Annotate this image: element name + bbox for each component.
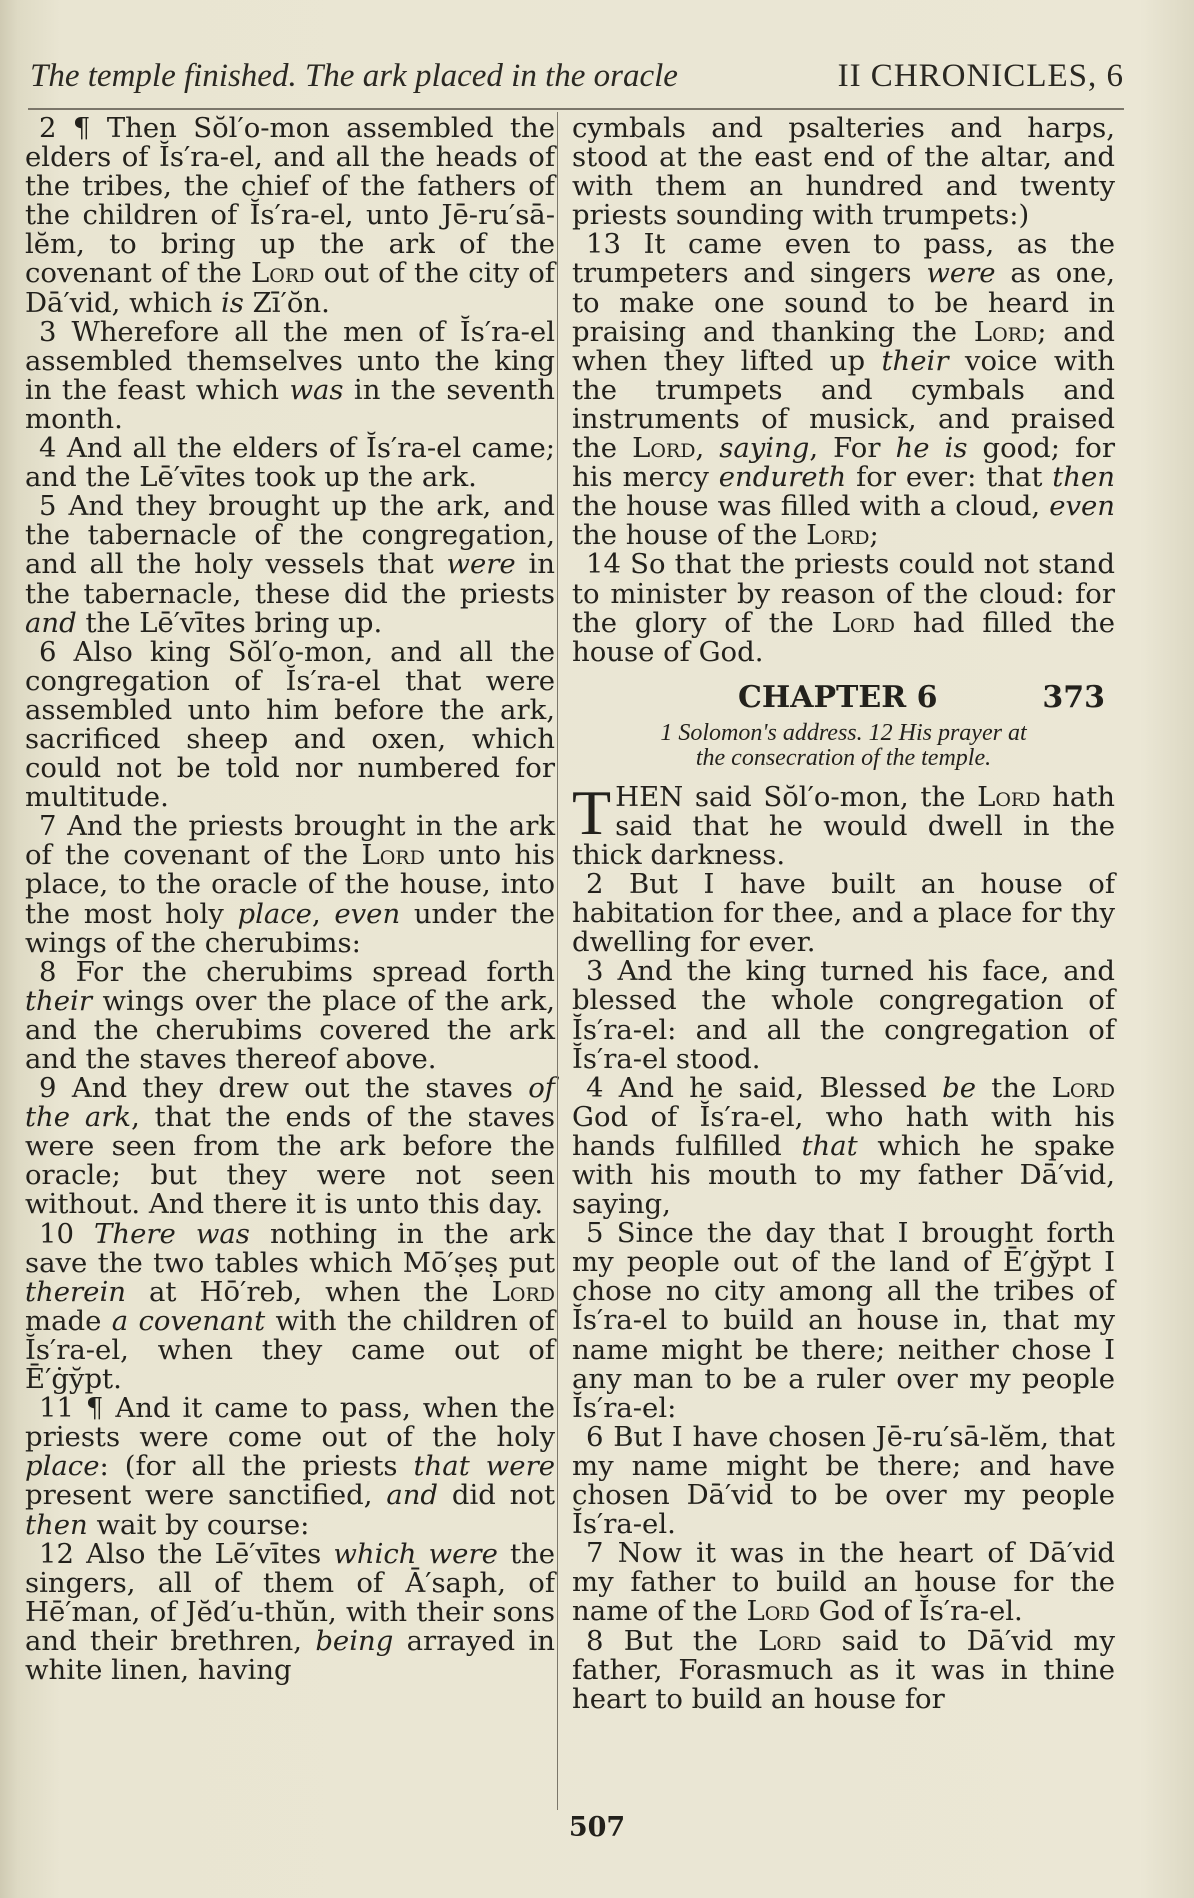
verse: 7 And the priests brought in the ark of the covenant of the Lord unto his place, to the oracle of the house, into the most holy place, even under the wings of the cherubims: bbox=[25, 810, 556, 959]
verse: 8 For the cherubims spread forth their wings over the place of the ark, and the cherubims covered the ark and the staves thereof above. bbox=[25, 955, 555, 1075]
verse: 3 Wherefore all the men of Ĭs′ra-el assembled themselves unto the king in the feast which was in the seventh month. bbox=[25, 315, 555, 435]
verse: 10 There was nothing in the ark save the two tables which Mō′ṣeṣ put therein at Hō′reb, when the Lord made a covenant with the children of Ĭs′ra-el, when they came out of Ē′ġy̆pt. bbox=[25, 1217, 555, 1396]
verse: 6 Also king Sŏl′o-mon, and all the congregation of Ĭs′ra-el that were assembled unto him before the ark, sacrificed sheep and oxen, which could not be told nor numbered for multitude. bbox=[25, 635, 555, 814]
right-column bbox=[572, 114, 1115, 1714]
page-number: 507 bbox=[568, 1812, 626, 1843]
chapter-page-number: 373 bbox=[1042, 679, 1105, 715]
verse: 8 But the Lord said to Dā′vid my father, Forasmuch as it was in thine heart to build an house for bbox=[572, 1624, 1116, 1715]
verse: 6 But I have chosen Jē-ru′sā-lĕm, that my name might be there; and have chosen Dā′vid to be over my people Ĭs′ra-el. bbox=[572, 1420, 1115, 1541]
verse: 5 And they brought up the ark, and the tabernacle of the congregation, and all the holy vessels that were in the tabernacle, these did the priests and the Lē′vītes bring up. bbox=[25, 490, 555, 639]
verse: 3 And the king turned his face, and blessed the whole congregation of Ĭs′ra-el: and all the congregation of Ĭs′ra-el stood. bbox=[572, 955, 1115, 1075]
verse: THEN said Sŏl′o-mon, the Lord hath said that he would dwell in the thick darkness. bbox=[572, 776, 1115, 871]
header-book-chapter: II CHRONICLES, 6 bbox=[837, 58, 1124, 94]
chapter-summary bbox=[572, 721, 1115, 771]
verse: 5 Since the day that I brought forth my people out of the land of Ē′ġy̆pt I chose no city among all the tribes of Ĭs′ra-el to build an house in, that my name might be there; neither chose I any man to be a ruler over my people Ĭs′ra-el: bbox=[572, 1217, 1115, 1424]
verse: 2 But I have built an house of habitation for thee, and a place for thy dwelling for ever. bbox=[572, 868, 1115, 959]
chapter-heading bbox=[572, 681, 1115, 715]
verse: 14 So that the priests could not stand to minister by reason of the cloud: for the glory of the Lord had filled the house of God. bbox=[572, 548, 1115, 668]
verse: 2 ¶ Then Sŏl′o-mon assembled the elders of Ĭs′ra-el, and all the heads of the tribes, the chief of the fathers of the children of Ĭs′ra-el, unto Jē-ru′sā-lĕm, to bring up the ark of the covenant of the Lord out of the city of Dā′vid, which is Zī′ŏn. bbox=[25, 112, 555, 319]
running-header bbox=[30, 58, 1124, 106]
column-divider bbox=[557, 112, 558, 1810]
verse: 7 Now it was in the heart of Dā′vid my father to build an house for the name of the Lord God of Ĭs′ra-el. bbox=[572, 1537, 1115, 1628]
verse: 4 And he said, Blessed be the Lord God of Ĭs′ra-el, who hath with his hands fulfilled that which he spake with his mouth to my father Dā′vid, saying, bbox=[572, 1071, 1115, 1221]
right-column-top bbox=[572, 114, 1115, 667]
chapter-title: CHAPTER 6 bbox=[738, 679, 938, 715]
right-column-bottom bbox=[572, 776, 1116, 1715]
header-topic: The temple finished. The ark placed in the oracle bbox=[30, 58, 678, 94]
header-rule bbox=[28, 108, 1124, 110]
verse: 12 Also the Lē′vītes which were the singers, all of them of Ā′saph, of Hē′man, of Jĕd′u-thŭn, with their sons and their brethren, being arrayed in white linen, having bbox=[25, 1537, 555, 1686]
verse: 4 And all the elders of Ĭs′ra-el came; and the Lē′vītes took up the ark. bbox=[25, 432, 555, 494]
left-column bbox=[25, 114, 555, 1685]
verse: 9 And they drew out the staves of the ark, that the ends of the staves were seen from the ark before the oracle; but they were not seen without. And there it is unto this day. bbox=[25, 1072, 556, 1221]
chapter-summary-line: the consecration of the temple. bbox=[695, 744, 992, 771]
verse: 13 It came even to pass, as the trumpeters and singers were as one, to make one sound to be heard in praising and thanking the Lord; and when they lifted up their voice with the trumpets and cymbals and instruments of musick, and praised the Lord, saying, For he is good; for his mercy endureth for ever: that then the house was filled with a cloud, even the house of the Lord; bbox=[572, 228, 1115, 552]
chapter-summary-line: 1 Solomon's address. 12 His prayer at bbox=[660, 719, 1027, 746]
verse: 11 ¶ And it came to pass, when the priests were come out of the holy place: (for all the priests that were present were sanctified, and did not then wait by course: bbox=[25, 1392, 556, 1541]
verse: cymbals and psalteries and harps, stood at the east end of the altar, and with them an hundred and twenty priests sounding with trumpets:) bbox=[572, 112, 1115, 232]
